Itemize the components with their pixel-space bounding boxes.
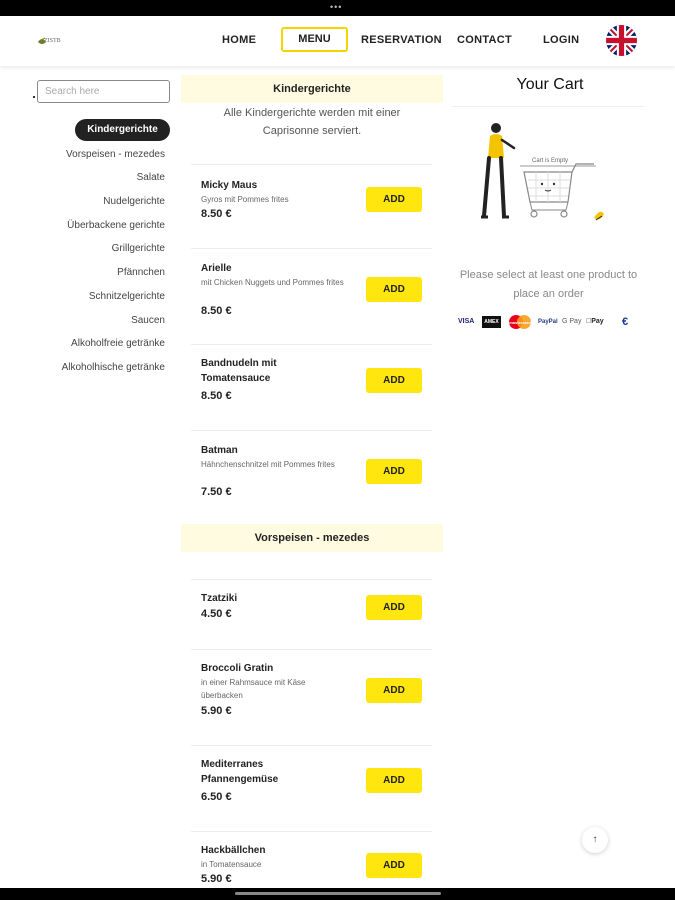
nav-login[interactable]: LOGIN [543, 34, 580, 46]
category-salate[interactable]: Salate [136, 172, 165, 184]
woman-with-cart-icon [476, 118, 616, 226]
menu-item-name: Mediterranes Pfannengemüse [201, 759, 279, 785]
cart-empty-message: Please select at least one product to place an order [459, 269, 638, 300]
menu-item-card [191, 649, 432, 745]
category-alkoholische[interactable]: Alkoholhische getränke [61, 361, 165, 373]
menu-item-price: 4.50 € [201, 608, 232, 620]
menu-item-price: 8.50 € [201, 305, 232, 317]
category-vorspeisen[interactable]: Vorspeisen - mezedes [66, 148, 165, 160]
menu-item-card [191, 831, 432, 888]
add-button[interactable]: ADD [366, 678, 422, 703]
menu-item-card [191, 745, 432, 831]
scroll-to-top-button[interactable] [582, 827, 608, 853]
nav-contact[interactable]: CONTACT [457, 34, 513, 46]
search-input[interactable] [37, 80, 170, 103]
menu-item-desc: Gyros mit Pommes frites [201, 195, 289, 204]
google-pay-icon: G Pay [562, 318, 582, 325]
category-ueberbackene[interactable]: Überbackene gerichte [67, 219, 165, 231]
menu-item-card [191, 430, 432, 520]
menu-item-name: Broccoli Gratin [201, 663, 274, 674]
home-indicator [235, 892, 441, 895]
menu-item-card [191, 164, 432, 248]
payment-methods [458, 314, 638, 330]
category-schnitzelgerichte[interactable]: Schnitzelgerichte [88, 290, 165, 302]
category-list [40, 119, 170, 380]
menu-item-desc: in einer Rahmsauce mit Käse überbacken [201, 678, 306, 700]
more-dots-icon: ••• [330, 2, 343, 12]
mastercard-icon [506, 314, 534, 330]
menu-item-price: 8.50 € [201, 208, 232, 220]
cart-title: Your Cart [516, 76, 584, 93]
search-focus-mark [33, 96, 35, 98]
paypal-icon: PayPal [538, 319, 558, 325]
amex-icon: AMEX [482, 316, 501, 328]
svg-text:mastercard: mastercard [509, 320, 531, 325]
nav-home[interactable]: HOME [222, 34, 257, 46]
arrow-up-icon: ↑ [592, 834, 598, 845]
menu-item-name: Arielle [201, 263, 232, 274]
apple-pay-icon: Pay [586, 318, 599, 325]
menu-item-card [191, 579, 432, 649]
add-button[interactable]: ADD [366, 368, 422, 393]
menu-item-price: 6.50 € [201, 791, 232, 803]
category-pfaennchen[interactable]: Pfännchen [117, 267, 165, 279]
uk-flag-icon[interactable] [606, 25, 637, 56]
menu-item-desc: in Tomatensauce [201, 860, 262, 869]
euro-icon: € [622, 316, 629, 328]
add-button[interactable]: ADD [366, 853, 422, 878]
add-button[interactable]: ADD [366, 277, 422, 302]
add-button[interactable]: ADD [366, 768, 422, 793]
category-kindergerichte[interactable]: Kindergerichte [75, 119, 170, 141]
menu-item-name: Batman [201, 445, 238, 456]
nav-reservation[interactable]: RESERVATION [361, 34, 442, 46]
category-grillgerichte[interactable]: Grillgerichte [111, 243, 165, 255]
menu-item-price: 7.50 € [201, 486, 232, 498]
category-saucen[interactable]: Saucen [131, 314, 165, 326]
category-alkoholfreie[interactable]: Alkoholfreie getränke [71, 338, 165, 350]
menu-item-price: 5.90 € [201, 873, 232, 885]
empty-cart-illustration [476, 118, 616, 226]
add-button[interactable]: ADD [366, 595, 422, 620]
menu-item-card [191, 248, 432, 344]
visa-icon: VISA [458, 318, 475, 325]
add-button[interactable]: ADD [366, 187, 422, 212]
menu-item-name: Tzatziki [201, 593, 238, 604]
menu-item-desc: Hähnchenschnitzel mit Pommes frites [201, 460, 335, 469]
section-title: Vorspeisen - mezedes [181, 524, 443, 552]
menu-item-name: Bandnudeln mit Tomatensauce [201, 358, 277, 384]
section-title: Kindergerichte [181, 75, 443, 103]
add-button[interactable]: ADD [366, 459, 422, 484]
svg-text:Cart is Empty: Cart is Empty [532, 158, 569, 164]
top-navbar [0, 16, 675, 66]
nav-menu[interactable]: MENU [281, 27, 348, 52]
menu-item-price: 8.50 € [201, 390, 232, 402]
category-nudelgerichte[interactable]: Nudelgerichte [103, 196, 165, 208]
logo-text: ZISTB [44, 38, 61, 44]
section-description: Alle Kindergerichte werden mit einer Caprisonne serviert. [223, 107, 401, 137]
cart-divider [452, 106, 645, 107]
device-status-bar [0, 0, 675, 16]
menu-item-price: 5.90 € [201, 705, 232, 717]
menu-item-card [191, 344, 432, 430]
menu-item-name: Hackbällchen [201, 845, 266, 856]
menu-item-desc: mit Chicken Nuggets und Pommes frites [201, 278, 344, 287]
device-home-bar [0, 888, 675, 900]
menu-item-name: Micky Maus [201, 180, 258, 191]
